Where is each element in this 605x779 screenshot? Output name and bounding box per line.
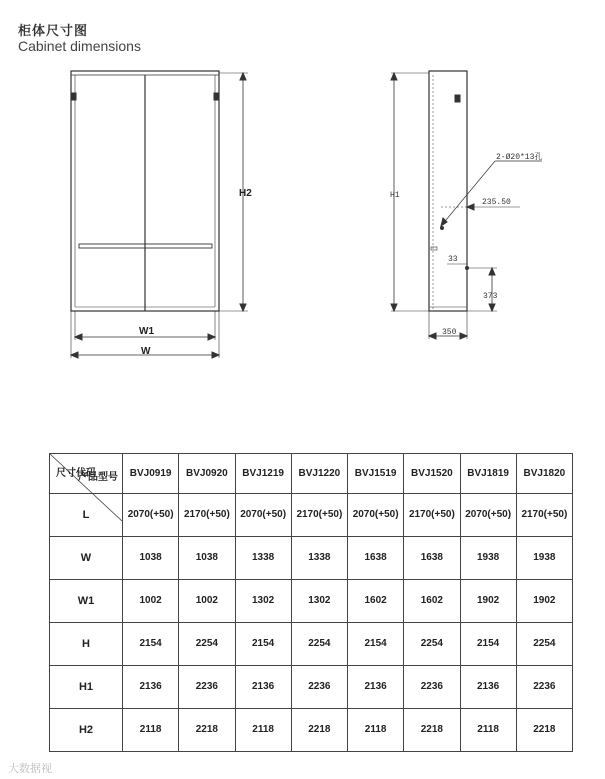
table-cell: 2154 [348,622,404,665]
table-row [50,622,573,665]
row-code: H2 [50,708,123,751]
table-cell: 2118 [123,708,179,751]
model-header: BVJ1520 [404,454,460,494]
table-row [50,665,573,708]
model-header: BVJ1220 [291,454,347,494]
table-row [50,536,573,579]
model-header: BVJ0920 [179,454,235,494]
table-cell: 2118 [235,708,291,751]
corner-code-label: 尺寸代码 [56,467,96,479]
table-cell: 1002 [123,579,179,622]
model-header: BVJ1819 [460,454,516,494]
corner-model-label: 产品型号 [78,472,118,483]
row-code: H [50,622,123,665]
table-cell: 1638 [348,536,404,579]
dimension-table [49,453,573,752]
table-cell: 2236 [179,665,235,708]
table-cell: 1938 [460,536,516,579]
table-cell: 1002 [179,579,235,622]
w-label: W [141,346,151,357]
left-hinge [72,93,76,100]
table-cell: 2236 [291,665,347,708]
table-cell: 2118 [348,708,404,751]
table-cell: 2236 [516,665,572,708]
table-corner-cell [50,454,123,494]
table-cell: 1302 [291,579,347,622]
side-bracket [431,247,437,250]
table-header-row [50,454,573,494]
table-row [50,708,573,751]
h1-label: H1 [390,191,400,200]
table-cell: 1938 [516,536,572,579]
table-row [50,579,573,622]
table-cell: 2254 [179,622,235,665]
model-header: BVJ1820 [516,454,572,494]
dim-235-label: 235.50 [482,198,511,207]
table-cell: 2154 [235,622,291,665]
row-code: L [50,493,123,536]
table-cell: 2118 [460,708,516,751]
model-header: BVJ1219 [235,454,291,494]
hole-spec-label: 2-Ø20*13孔 [496,153,543,162]
table-cell: 2236 [404,665,460,708]
side-latch [455,95,460,102]
dim-33-label: 33 [448,255,458,264]
table-cell: 2218 [404,708,460,751]
table-cell: 1902 [460,579,516,622]
page-title-en: Cabinet dimensions [18,38,141,54]
table-cell: 2170(+50) [291,493,347,536]
row-code: W [50,536,123,579]
table-cell: 1038 [123,536,179,579]
table-cell: 2070(+50) [235,493,291,536]
table-cell: 2170(+50) [516,493,572,536]
table-cell: 2254 [291,622,347,665]
table-cell: 2170(+50) [179,493,235,536]
model-header: BVJ1519 [348,454,404,494]
front-view [71,71,248,358]
table-cell: 2070(+50) [348,493,404,536]
side-view [391,71,542,339]
table-cell: 2170(+50) [404,493,460,536]
table-cell: 2070(+50) [460,493,516,536]
dim-350-label: 350 [442,328,457,337]
table-cell: 1638 [404,536,460,579]
table-cell: 2136 [235,665,291,708]
row-code: H1 [50,665,123,708]
table-cell: 2136 [460,665,516,708]
side-cabinet-outline [429,71,467,311]
table-cell: 1602 [348,579,404,622]
table-cell: 2136 [123,665,179,708]
table-cell: 1338 [235,536,291,579]
page-title-cn: 柜体尺寸图 [18,23,89,38]
table-cell: 2136 [348,665,404,708]
table-cell: 1902 [516,579,572,622]
table-cell: 1338 [291,536,347,579]
table-cell: 2154 [460,622,516,665]
w1-label: W1 [139,326,154,337]
table-cell: 2254 [516,622,572,665]
row-code: W1 [50,579,123,622]
right-hinge [214,93,218,100]
table-cell: 2254 [404,622,460,665]
h2-label: H2 [239,188,252,199]
table-cell: 2218 [179,708,235,751]
table-row [50,493,573,536]
model-header: BVJ0919 [123,454,179,494]
hole-leader-line [441,161,495,226]
table-cell: 1038 [179,536,235,579]
table-cell: 1302 [235,579,291,622]
table-cell: 1602 [404,579,460,622]
watermark: 大数据视 [8,763,52,775]
dim-373-label: 373 [483,292,498,301]
table-cell: 2218 [516,708,572,751]
table-cell: 2154 [123,622,179,665]
table-cell: 2218 [291,708,347,751]
table-cell: 2070(+50) [123,493,179,536]
